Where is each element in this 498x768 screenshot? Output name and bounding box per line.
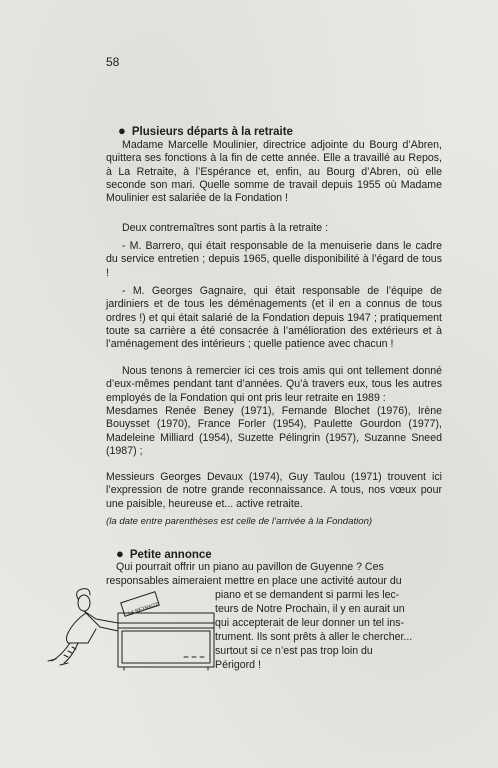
- page-number: 58: [106, 55, 120, 69]
- annonce-line-2: responsables aimeraient mettre en place une activité autour du: [106, 575, 402, 587]
- paragraph-messieurs: Messieurs Georges Devaux (1974), Guy Taulou (1971) trouvent ici l’expression de notre grande reconnaissance. A tous, nos vœux pour une paisible, heureuse et... active retraite.: [106, 471, 442, 510]
- annonce-line-6: trument. Ils sont prêts à aller le chercher...: [215, 631, 413, 643]
- section-title-text: Plusieurs départs à la retraite: [131, 126, 293, 138]
- annonce-line-5: qui accepterait de leur donner un tel ins-: [215, 617, 405, 629]
- annonce-line-1: Qui pourrait offrir un piano au pavillon de Guyenne ? Ces: [116, 561, 384, 573]
- man-pushing-piano-icon: [34, 579, 220, 671]
- section-title-retraite: [118, 123, 293, 138]
- paragraph-gagnaire: - M. Georges Gagnaire, qui était responsable de l’équipe de jardiniers et de tous les déménagements (et il en a connus de tous ordres !) et qui était salarié de la Fondation depuis 1947 ; pratiquement toute sa carrière a été consacrée à l’amélioration des extérieurs et à l’aménagement des intérieurs ; quelle patience avec chacun !: [106, 285, 442, 351]
- bullet-icon: ●: [116, 546, 124, 561]
- paragraph-barrero: - M. Barrero, qui était responsable de la menuiserie dans le cadre du service entretien ; depuis 1965, quelle disponibilité à l’égard de tous !: [106, 240, 442, 279]
- bullet-icon: ●: [118, 123, 126, 138]
- section-title-text: Petite annonce: [129, 549, 212, 561]
- annonce-line-3: piano et se demandent si parmi les lec-: [215, 589, 400, 601]
- paragraph-remerciements: Nous tenons à remercier ici ces trois amis qui ont tellement donné d’eux-mêmes pendant tant d’années. Qu’à travers eux, tous les autres employés de la Fondation qui ont pris leur retraite en 1989 :: [106, 365, 442, 404]
- paragraph-mesdames: Mesdames Renée Beney (1971), Fernande Blochet (1976), Irène Bouysset (1970), France Forler (1954), Paulette Gourdon (1977), Madeleine Milliard (1954), Suzette Pélingrin (1957), Suzanne Sneed (1987) ;: [106, 405, 442, 457]
- annonce-line-7: surtout si ce n’est pas trop loin du: [215, 645, 373, 657]
- annonce-line-8: Périgord !: [215, 659, 261, 671]
- piano-sign-text: LA RETRAITE: [127, 601, 160, 617]
- paragraph-moulinier: Madame Marcelle Moulinier, directrice adjointe du Bourg d’Abren, quittera ses fonctions à la fin de cette année. Elle a travaillé au Repos, à La Retraite, à l’Espérance et, enfin, au Bourg d’Abren, où elle seconde son mari. Quelle somme de travail depuis 1955 où Madame Moulinier est salariée de la Fondation !: [106, 139, 442, 205]
- annonce-line-4: teurs de Notre Prochain, il y en aurait un: [215, 603, 405, 615]
- section-title-annonce: [116, 546, 212, 561]
- paragraph-contremaitres: Deux contremaîtres sont partis à la retraite :: [122, 222, 329, 234]
- footnote-dates: (la date entre parenthèses est celle de l’arrivée à la Fondation): [106, 516, 373, 527]
